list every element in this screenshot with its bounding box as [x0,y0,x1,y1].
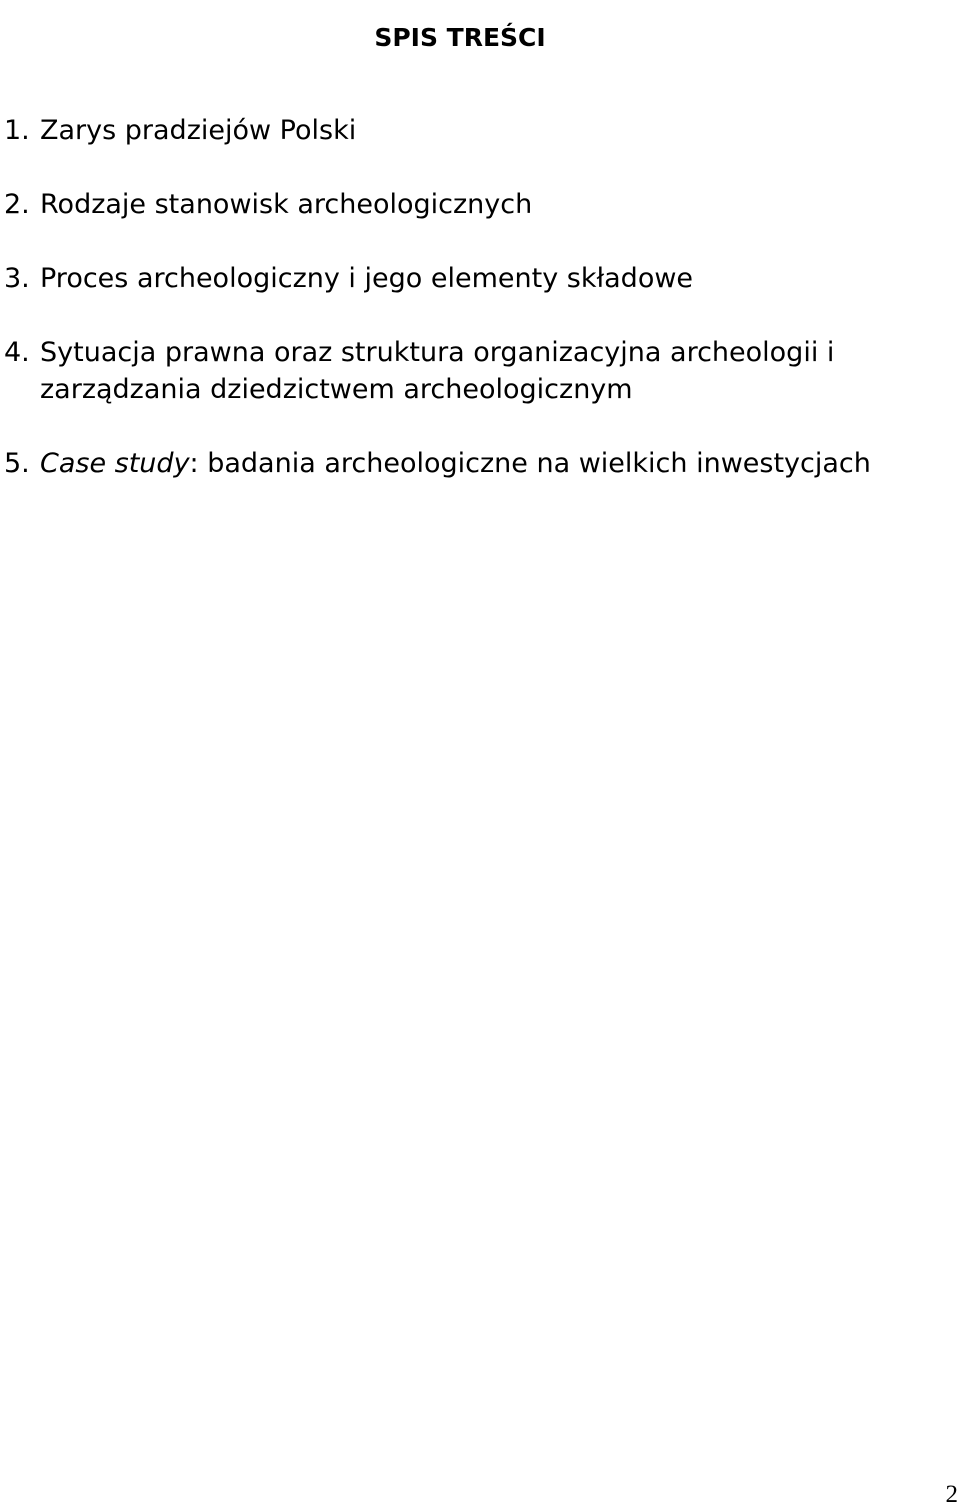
toc-item-text: Zarys pradziejów Polski [40,115,357,146]
toc-item-text-line-1: Sytuacja prawna oraz struktura organizacyjna archeologii i [40,337,835,368]
toc-item-text: Rodzaje stanowisk archeologicznych [40,189,533,220]
toc-item-text-rest: : badania archeologiczne na wielkich inwestycjach [189,448,871,479]
toc-item-4 [4,334,944,408]
table-of-contents [4,112,944,519]
toc-item-number: 2. [4,189,30,220]
toc-item-number: 3. [4,263,30,294]
toc-item-1 [4,112,944,149]
page-number: 2 [945,1481,958,1508]
toc-item-text-italic: Case study [40,448,190,479]
toc-item-3 [4,260,944,297]
page-title: SPIS TREŚCI [374,22,546,52]
toc-item-text [40,445,944,482]
toc-item-number: 1. [4,115,30,146]
toc-item-2 [4,186,944,223]
toc-item-text-line-2: zarządzania dziedzictwem archeologicznym [40,374,633,405]
toc-item-text [40,334,944,408]
toc-item-5 [4,445,944,482]
toc-item-number: 4. [4,337,30,368]
toc-item-text: Proces archeologiczny i jego elementy składowe [40,263,694,294]
toc-item-number: 5. [4,448,30,479]
